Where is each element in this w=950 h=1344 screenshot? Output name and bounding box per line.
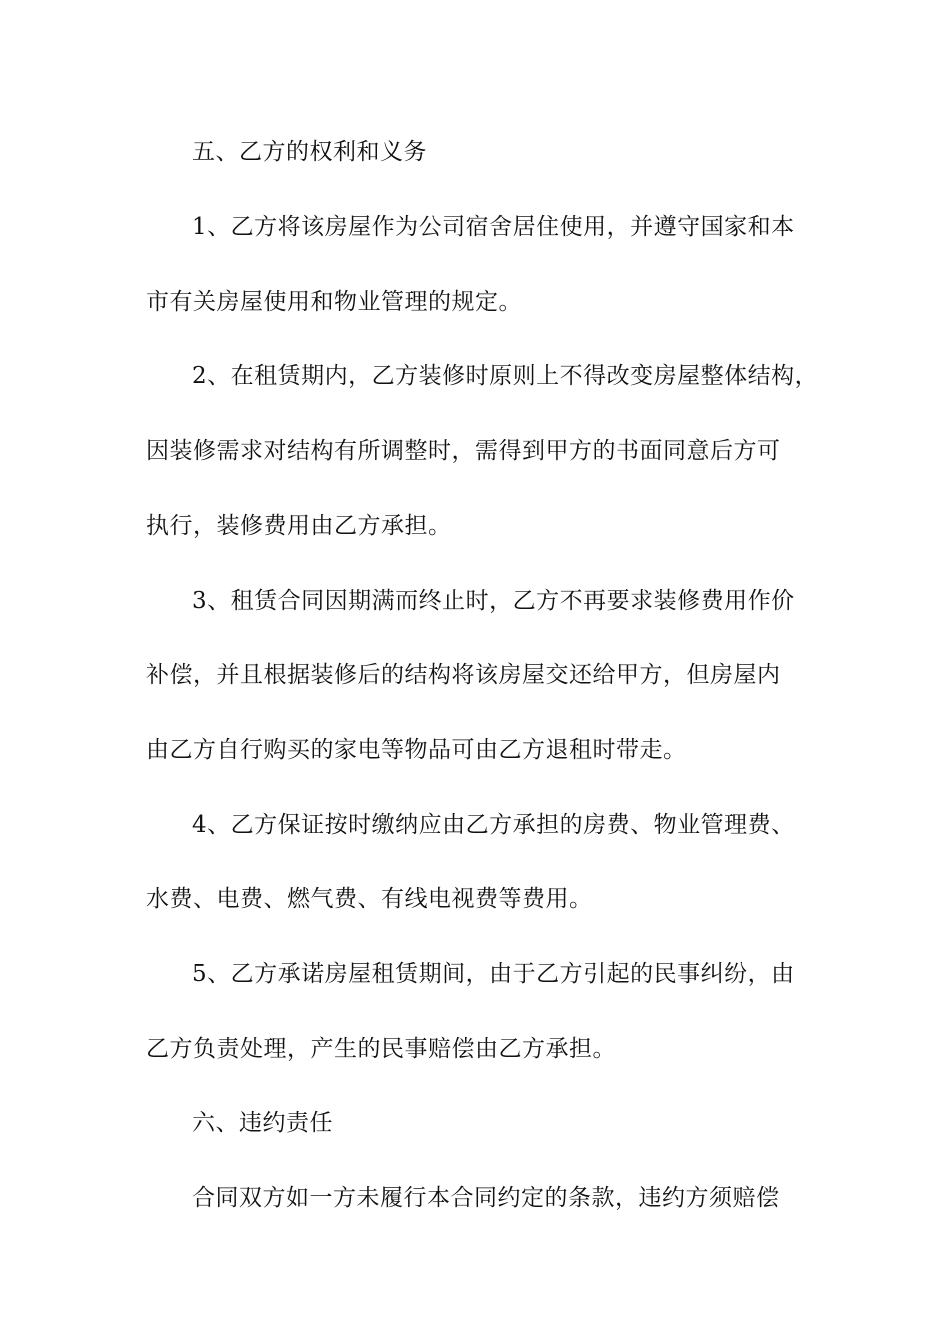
clause-1-line-1: 1、乙方将该房屋作为公司宿舍居住使用，并遵守国家和本 [192, 214, 795, 240]
section-heading-breach-liability: 六、违约责任 [192, 1110, 333, 1136]
clause-2-line-2: 因装修需求对结构有所调整时，需得到甲方的书面同意后方可 [146, 438, 781, 464]
clause-4-line-1: 4、乙方保证按时缴纳应由乙方承担的房费、物业管理费、 [192, 812, 795, 838]
clause-1-line-2: 市有关房屋使用和物业管理的规定。 [146, 289, 522, 315]
clause-4-line-2: 水费、电费、燃气费、有线电视费等费用。 [146, 886, 593, 912]
clause-2-line-3: 执行，装修费用由乙方承担。 [146, 513, 452, 539]
clause-2-line-1: 2、在租赁期内，乙方装修时原则上不得改变房屋整体结构， [192, 363, 819, 389]
clause-5-line-2: 乙方负责处理，产生的民事赔偿由乙方承担。 [146, 1036, 616, 1062]
section-heading-rights-obligations: 五、乙方的权利和义务 [192, 139, 427, 165]
clause-5-line-1: 5、乙方承诺房屋租赁期间，由于乙方引起的民事纠纷，由 [192, 961, 795, 987]
breach-paragraph-line-1: 合同双方如一方未履行本合同约定的条款，违约方须赔偿 [192, 1185, 780, 1211]
clause-3-line-1: 3、租赁合同因期满而终止时，乙方不再要求装修费用作价 [192, 588, 795, 614]
clause-3-line-2: 补偿，并且根据装修后的结构将该房屋交还给甲方，但房屋内 [146, 662, 781, 688]
clause-3-line-3: 由乙方自行购买的家电等物品可由乙方退租时带走。 [146, 737, 687, 763]
